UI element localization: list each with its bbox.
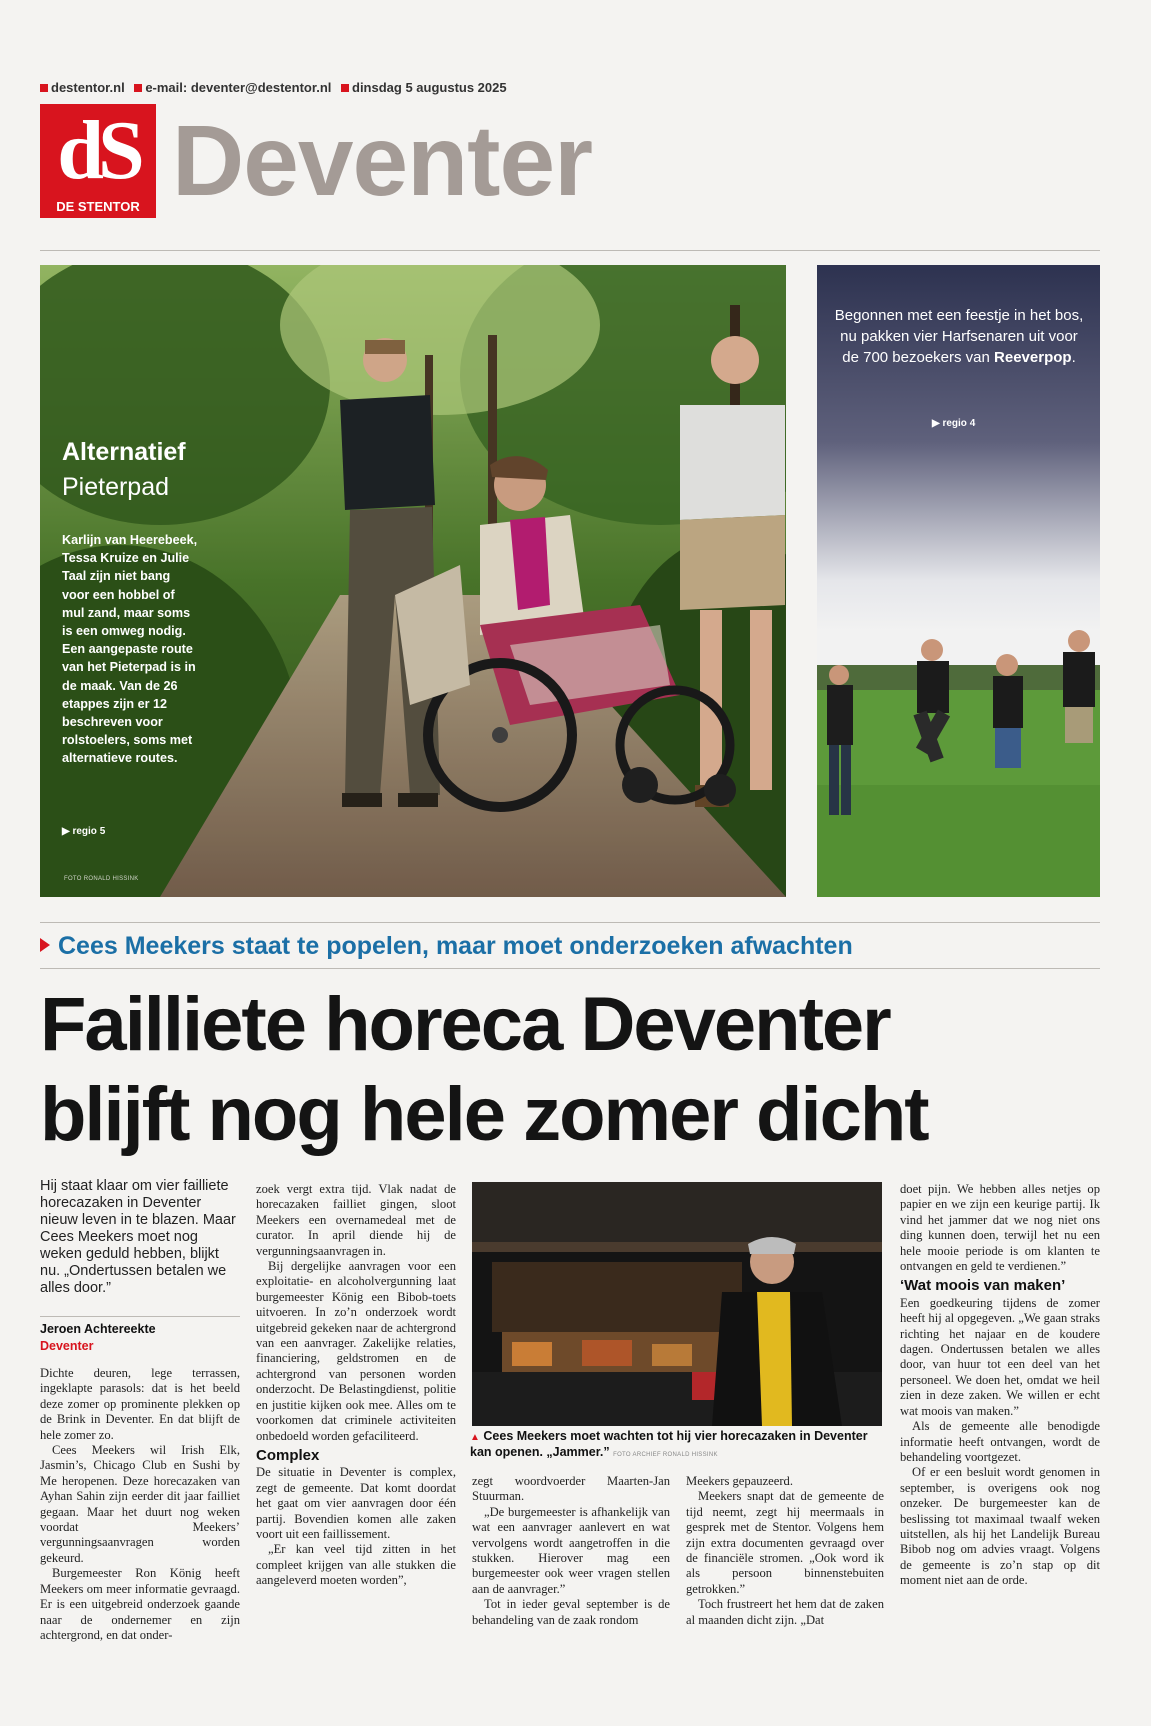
issue-date: dinsdag 5 augustus 2025 (352, 80, 507, 95)
stentor-logo (40, 104, 156, 218)
bar-interior-illustration (472, 1182, 882, 1426)
bullet-square-icon (134, 84, 142, 92)
article-column-5 (900, 1182, 1100, 1589)
section-title: Deventer (172, 105, 592, 217)
caption-arrow-icon: ▲ (470, 1432, 480, 1443)
kicker-arrow-icon (40, 938, 50, 952)
logo-label: DE STENTOR (56, 199, 140, 214)
photo-title: Alternatief (62, 438, 186, 466)
kicker-top-rule (40, 922, 1100, 923)
site-link[interactable]: destentor.nl (51, 80, 125, 95)
teaser-ref[interactable] (932, 418, 975, 429)
paragraph: Toch frustreert het hem dat de zaken al maanden dicht zijn. „Dat (686, 1597, 884, 1627)
ref-arrow-icon: ▶ (62, 826, 73, 837)
email-link[interactable]: e-mail: deventer@destentor.nl (145, 80, 332, 95)
headline-line-1: Failliete horeca Deventer (40, 982, 890, 1067)
paragraph: Meekers snapt dat de gemeente de tijd neemt, zegt hij meermaals in gesprek met de Stentor. Volgens hem zijn extra documenten gevraagd over de financiële stromen. „Ook word ik als persoon binnenstebuiten getrokken.” (686, 1489, 884, 1596)
subheading-complex: Complex (256, 1446, 320, 1464)
paragraph: Cees Meekers wil Irish Elk, Jasmin’s, Chicago Club en Sushi by Me heropenen. Deze horecazaken van Ayhan Sahin zijn eerder dit jaar failliet gegaan. Maar het duurt nog weken voordat Meekers’ vergunningsaanvragen worden gekeurd. (40, 1443, 240, 1565)
article-intro: Hij staat klaar om vier failliete horecazaken in Deventer nieuw leven in te blazen. Maar Cees Meekers moet nog weken geduld hebben, blijkt nu. „Ondertussen betalen we alles door.” (40, 1178, 236, 1296)
subheading-wat-moois: ‘Wat moois van maken’ (900, 1277, 1066, 1295)
byline-rule (40, 1316, 240, 1317)
teaser-body: Begonnen met een feestje in het bos, nu pakken vier Harfsenaren uit voor de 700 bezoekers van (834, 307, 1084, 366)
teaser-ref-label: regio 4 (942, 418, 976, 429)
paragraph: Dichte deuren, lege terrassen, ingeklapte parasols: dat is het beeld deze zomer op prominente plekken op de Brink in Deventer. En dat blijft de hele zomer zo. (40, 1366, 240, 1442)
headline-line-2: blijft nog hele zomer dicht (40, 1072, 928, 1157)
photo-story-text: Karlijn van Heerebeek, Tessa Kruize en Julie Taal zijn niet bang voor een hobbel of mul zand, maar soms is een omweg nodig. Een aangepaste route van het Pieterpad is in de maak. Van de 26 etappes zijn er 12 beschreven voor rolstoelers, soms met alternatieve routes. (62, 533, 198, 766)
teaser-highlight: Reeverpop (994, 349, 1072, 366)
photo-caption (470, 1429, 890, 1463)
caption-credit: FOTO ARCHIEF RONALD HISSINK (613, 1452, 718, 1458)
ref-arrow-icon: ▶ (932, 418, 943, 429)
paragraph: doet pijn. We hebben alles netjes op papier en we zijn een keurige partij. Ik vind het jammer dat we nog niet ons ding kunnen doen, terwijl het nu een hele mooie periode is om klanten te ontvangen en geld te verdienen.” (900, 1182, 1100, 1274)
teaser-text (830, 305, 1088, 368)
photo-subtitle: Pieterpad (62, 473, 170, 501)
paragraph: Bij dergelijke aanvragen voor een exploitatie- en alcoholvergunning laat burgemeester König een Bibob-toets uitvoeren. In zo’n onderzoek wordt uitgebreid gekeken naar de achtergrond van een aanvrager. Zakelijke relaties, financiering, geldstromen en de achtergrond van personen worden onderzocht. De Belastingdienst, politie en justitie kijken ook mee. Alles om te voorkomen dat criminele activiteiten onbedoeld worden gefaciliteerd. (256, 1259, 456, 1443)
article-kicker (40, 932, 853, 961)
article-headline (40, 980, 1120, 1160)
meekers-photo (472, 1182, 882, 1426)
paragraph: Burgemeester Ron König heeft Meekers om meer informatie gevraagd. Er is een uitgebreid onderzoek gaande naar de ondernemer en zijn achtergrond, en dat onder- (40, 1566, 240, 1642)
paragraph: Als de gemeente alle benodigde informatie heeft ontvangen, wordt de behandeling voortgezet. (900, 1419, 1100, 1464)
article-column-1 (40, 1366, 240, 1643)
contact-line (40, 80, 507, 95)
photo-story-ref[interactable] (62, 826, 105, 837)
kicker-bottom-rule (40, 968, 1100, 969)
logo-letters: dS (57, 104, 139, 197)
teaser-end: . (1071, 349, 1076, 366)
paragraph: „Er kan veel tijd zitten in het compleet krijgen van alle stukken die aangeleverd moeten worden”, (256, 1542, 456, 1588)
paragraph: Een goedkeuring tijdens de zomer heeft hij al opgegeven. „We gaan straks richting het najaar en de koudere dagen. Ondertussen betalen we alles door, van huur tot een deel van het personeel. We doen het, omdat we heil zien in deze zaken. We willen er echt wat moois van maken.” (900, 1295, 1100, 1418)
photo-credit: FOTO RONALD HISSINK (64, 876, 139, 882)
kicker-text: Cees Meekers staat te popelen, maar moet onderzoeken afwachten (58, 932, 853, 960)
paragraph: „De burgemeester is afhankelijk van wat een aanvrager aanlevert en wat vervolgens wordt aangetroffen in die stukken. Hierover mag een burgemeester ook weer vragen stellen aan de aanvrager.” (472, 1504, 670, 1596)
photo-story-ref-label: regio 5 (72, 826, 106, 837)
bullet-square-icon (40, 84, 48, 92)
article-column-3 (472, 1474, 670, 1628)
caption-text: Cees Meekers moet wachten tot hij vier horecazaken in Deventer kan openen. „Jammer.” (470, 1429, 868, 1459)
bullet-square-icon (341, 84, 349, 92)
masthead-divider (40, 250, 1100, 251)
paragraph: zegt woordvoerder Maarten-Jan Stuurman. (472, 1474, 670, 1504)
article-column-4 (686, 1474, 884, 1628)
article-place: Deventer (40, 1339, 94, 1353)
article-column-2 (256, 1182, 456, 1589)
paragraph: zoek vergt extra tijd. Vlak nadat de horecazaken failliet gingen, sloot Meekers een overnamedeal met de curator. In april diende hij de vergunningsaanvragen in. (256, 1182, 456, 1258)
paragraph: Tot in ieder geval september is de behandeling van de zaak rondom (472, 1597, 670, 1627)
article-author: Jeroen Achtereekte (40, 1322, 156, 1336)
paragraph: De situatie in Deventer is complex, zegt de gemeente. Dat komt doordat het gaat om vier aanvragen door één partij. Bovendien komen alle zaken voort uit een faillissement. (256, 1465, 456, 1541)
paragraph: Of er een besluit wordt genomen in september, is overigens ook nog onzeker. De burgemeester kan de beslissing tot maximaal twaalf weken uitstellen, als hij het Landelijk Bureau Bibob nog om advies vraagt. Volgens de gemeente is zo’n stap op dit moment niet aan de orde. (900, 1465, 1100, 1588)
paragraph: Meekers gepauzeerd. (686, 1474, 793, 1488)
